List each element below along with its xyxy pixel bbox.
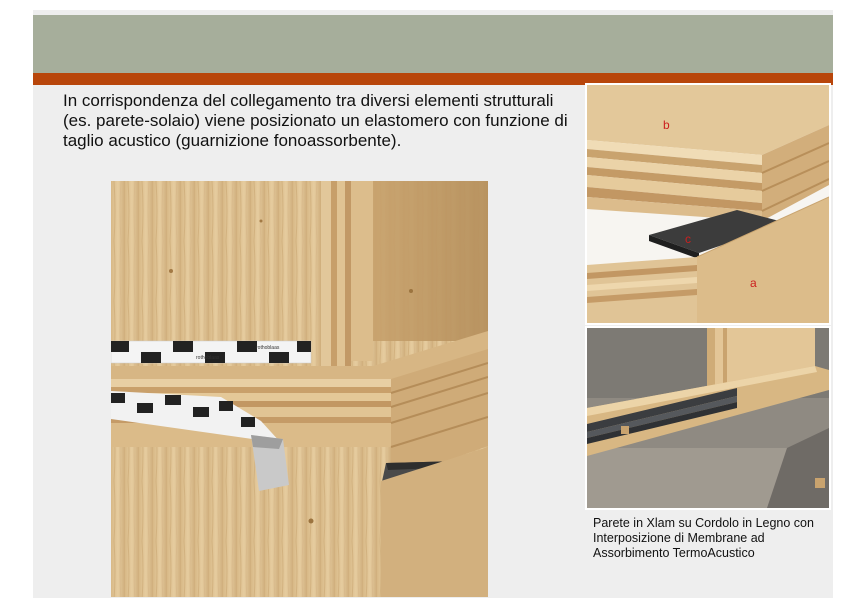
slide (33, 10, 833, 598)
main-photo (111, 181, 488, 597)
body-text: In corrispondenza del collegamento tra diversi elementi strutturali (es. parete-solaio) viene posizionato un elastomero con funzione di taglio acustico (guarnizione fonoassorbente). (63, 91, 568, 150)
bottom-right-photo (585, 326, 831, 510)
label-b: b (663, 118, 670, 132)
label-c: c (685, 232, 691, 246)
svg-text:rothoblaas: rothoblaas (256, 345, 280, 351)
svg-text:rothoblaas: rothoblaas (196, 355, 220, 361)
photo-caption: Parete in Xlam su Cordolo in Legno con Interposizione di Membrane ad Assorbimento TermoAcustico (593, 516, 814, 560)
label-a: a (750, 276, 757, 290)
header-band (33, 15, 833, 73)
top-right-photo (585, 83, 831, 325)
